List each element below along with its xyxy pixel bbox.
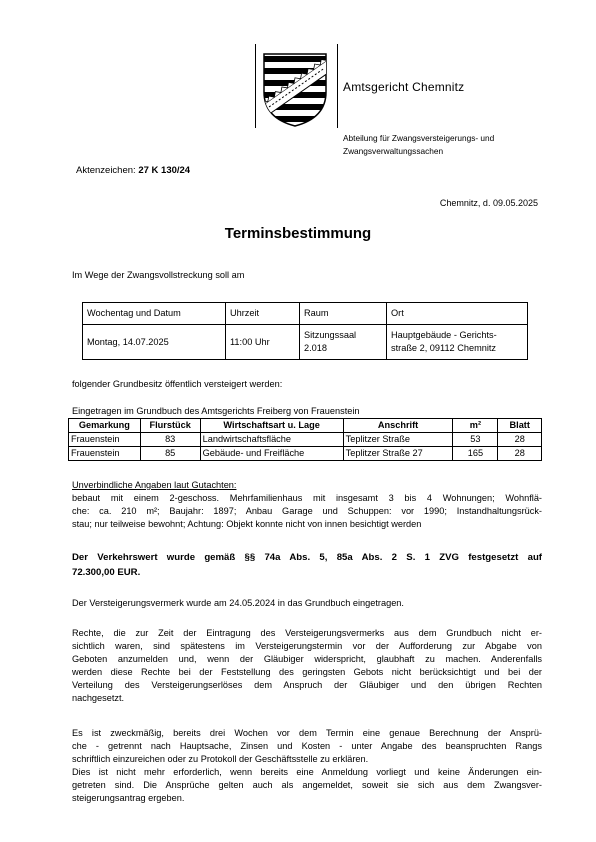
table-row: Frauenstein 85 Gebäude- und Freifläche Teplitzer Straße 27 165 28 <box>69 447 542 461</box>
appraisal-heading: Unverbindliche Angaben laut Gutachten: <box>72 480 237 490</box>
registration-note: Der Versteigerungsvermerk wurde am 24.05.2024 in das Grundbuch eingetragen. <box>72 598 404 608</box>
saxony-coat-of-arms-icon <box>258 48 332 128</box>
page-title: Terminsbestimmung <box>224 225 372 242</box>
header-time: Uhrzeit <box>226 303 300 325</box>
intro-text: Im Wege der Zwangsvollstreckung soll am <box>72 270 245 280</box>
table-row: Frauenstein 83 Landwirtschaftsfläche Teplitzer Straße 53 28 <box>69 433 542 447</box>
auction-text: folgender Grundbesitz öffentlich versteigert werden: <box>72 379 283 389</box>
header-date: Wochentag und Datum <box>83 303 226 325</box>
header-room: Raum <box>300 303 387 325</box>
market-value: Der Verkehrswert wurde gemäß §§ 74a Abs. 5, 85a Abs. 2 S. 1 ZVG festgesetzt auf 72.300,00 EUR. <box>72 552 542 578</box>
place-date: Chemnitz, d. 09.05.2025 <box>439 198 538 208</box>
land-register-table <box>68 418 542 461</box>
rights-paragraph: Rechte, die zur Zeit der Eintragung des Versteigerungsvermerks aus dem Grundbuch nicht er- sichtlich waren, sind spätestens im Versteigerungstermin vor der Aufforderung zur Abgabe von Geboten anzumelden und, wenn der Gläubiger widerspricht, glaubhaft zu machen. Anderenfalls werden diese Rechte bei der Feststellung des geringsten Gebots nicht berücksichtigt und bei der Verteilung des Versteigerungserlöses dem Anspruch der Gläubiger und den übrigen Rechten nachgesetzt. <box>72 628 542 703</box>
appointment-place: Hauptgebäude - Gerichts- straße 2, 09112 Chemnitz <box>387 325 528 360</box>
col-area: m² <box>453 419 498 433</box>
col-anschrift: Anschrift <box>343 419 453 433</box>
appointment-room: Sitzungssaal 2.018 <box>300 325 387 360</box>
appointment-date: Montag, 14.07.2025 <box>83 325 226 360</box>
department: Abteilung für Zwangsversteigerungs- und Zwangsverwaltungssachen <box>343 133 495 156</box>
divider-left <box>255 44 256 128</box>
claims-paragraph: Es ist zweckmäßig, bereits drei Wochen vor dem Termin eine genaue Berechnung der Ansprü- che - getrennt nach Hauptsache, Zinsen und Kosten - unter Angabe des beanspruchten Rangs schriftlich einzureichen oder zu Protokoll der Geschäftsstelle zu erklären. Dies ist nicht mehr erforderlich, wenn bereits eine Anmeldung vorliegt und keine Änderungen ein- getreten sind. Die Ansprüche gelten auch als angemeldet, soweit sie sich aus dem Zwangsver- steigerungsantrag ergeben. <box>72 728 542 803</box>
divider-right <box>337 44 338 128</box>
header-place: Ort <box>387 303 528 325</box>
land-register-caption: Eingetragen im Grundbuch des Amtsgerichts Freiberg von Frauenstein <box>72 406 360 416</box>
col-wirtschaftsart: Wirtschaftsart u. Lage <box>200 419 343 433</box>
court-name: Amtsgericht Chemnitz <box>343 80 465 94</box>
col-gemarkung: Gemarkung <box>69 419 141 433</box>
file-number: Aktenzeichen: 27 K 130/24 <box>76 165 191 176</box>
appointment-time: 11:00 Uhr <box>226 325 300 360</box>
appraisal-section: Unverbindliche Angaben laut Gutachten: bebaut mit einem 2-geschoss. Mehrfamilienhaus mit insgesamt 3 bis 4 Wohnungen; Wohnflä- che: ca. 210 m²; Baujahr: 1897; Anbau Garage und Schuppen: vor 1990; Instandhaltungsrück- stau; nur teilweise bewohnt; Achtung: Objekt konnte nicht von innen besichtigt werden <box>72 480 542 529</box>
col-flurstueck: Flurstück <box>140 419 200 433</box>
appointment-table <box>82 302 528 360</box>
col-blatt: Blatt <box>498 419 542 433</box>
